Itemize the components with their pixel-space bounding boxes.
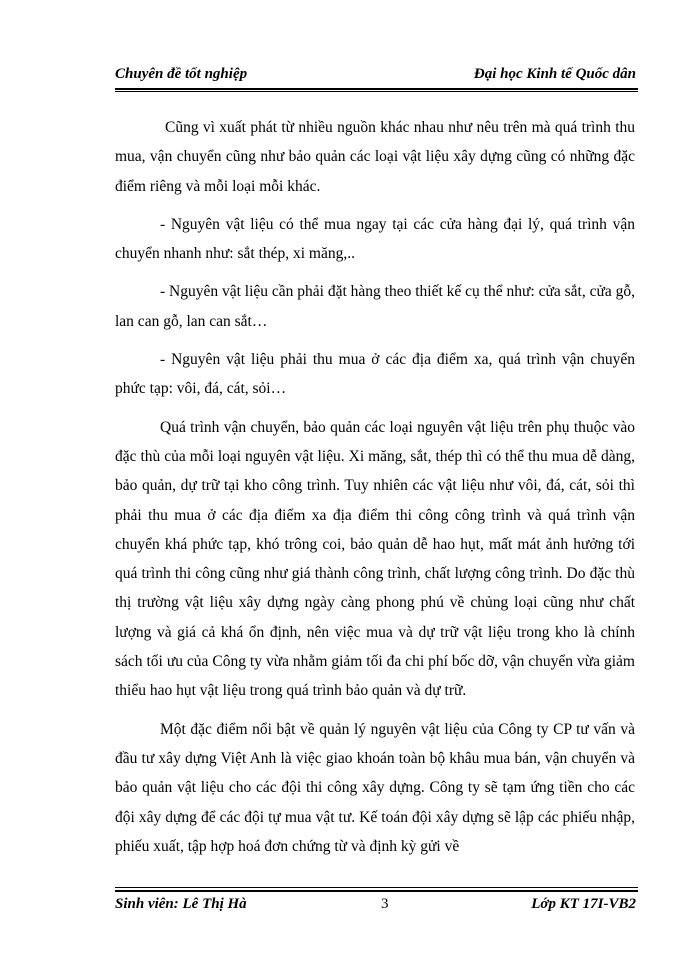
page-footer: [115, 894, 638, 918]
header-title: Chuyên đề tốt nghiệp: [115, 66, 248, 82]
header-university: Đại học Kinh tế Quốc dân: [473, 66, 636, 82]
header-rule-thin: [115, 91, 638, 92]
paragraph-bullet-3: - Nguyên vật liệu phải thu mua ở các địa điểm xa, quá trình vận chuyển phức tạp: vôi, đá, cát, sỏi…: [115, 351, 635, 398]
paragraph-bullet-1: - Nguyên vật liệu có thể mua ngay tại các cửa hàng đại lý, quá trình vận chuyển nhanh như: sắt thép, xi măng,..: [115, 215, 635, 263]
page-header: [115, 64, 638, 88]
footer-rule-thin: [115, 887, 638, 888]
header-rule-thick: [115, 88, 638, 90]
document-body: [115, 113, 635, 870]
paragraph-management: Một đặc điểm nổi bật về quản lý nguyên vật liệu của Công ty CP tư vấn và đầu tư xây dựng Việt Anh là việc giao khoán toàn bộ khâu mua bán, vận chuyển và bảo quản vật liệu cho các đội thi công xây dựng. Công ty sẽ tạm ứng tiền cho các đội xây dựng để các đội tự mua vật tư. Kế toán đội xây dựng sẽ lập các phiếu nhập, phiếu xuất, tập hợp hoá đơn chứng từ và định kỳ gửi về: [115, 720, 635, 855]
paragraph-transport: Quá trình vận chuyển, bảo quản các loại nguyên vật liệu trên phụ thuộc vào đặc thù của mỗi loại nguyên vật liệu. Xi măng, sắt, thép thì có thể thu mua dễ dàng, bảo quản, dự trữ tại kho công trình. Tuy nhiên các vật liệu như vôi, đá, cát, sỏi thì phải thu mua ở các địa điểm xa địa điểm thi công công trình và quá trình vận chuyển khá phức tạp, khó trông coi, bảo quản dễ hao hụt, mất mát ảnh hưởng tới quá trình thi công cũng như giá thành công trình, chất lượng công trình. Do đặc thù thị trường vật liệu xây dựng ngày càng phong phú về chủng loại cũng như chất lượng và giá cả khá ổn định, nên việc mua và dự trữ vật liệu trong kho là chính sách tối ưu của Công ty vừa nhằm giảm tối đa chi phí bốc dỡ, vận chuyển vừa giảm thiểu hao hụt vật liệu trong quá trình bảo quản và dự trữ.: [115, 418, 635, 700]
paragraph-intro: Cũng vì xuất phát từ nhiều nguồn khác nhau như nêu trên mà quá trình thu mua, vận chuyển cũng như bảo quản các loại vật liệu xây dựng cũng có những đặc điểm riêng và mỗi loại mỗi khác.: [115, 119, 635, 195]
page-number: 3: [381, 896, 389, 912]
paragraph-bullet-2: - Nguyên vật liệu cần phải đặt hàng theo thiết kế cụ thể như: cửa sắt, cửa gỗ, lan can gỗ, lan can sắt…: [115, 283, 635, 330]
footer-class: Lớp KT 17I-VB2: [531, 896, 636, 912]
footer-rule-thick: [115, 890, 638, 892]
footer-student: Sinh viên: Lê Thị Hà: [115, 896, 247, 912]
